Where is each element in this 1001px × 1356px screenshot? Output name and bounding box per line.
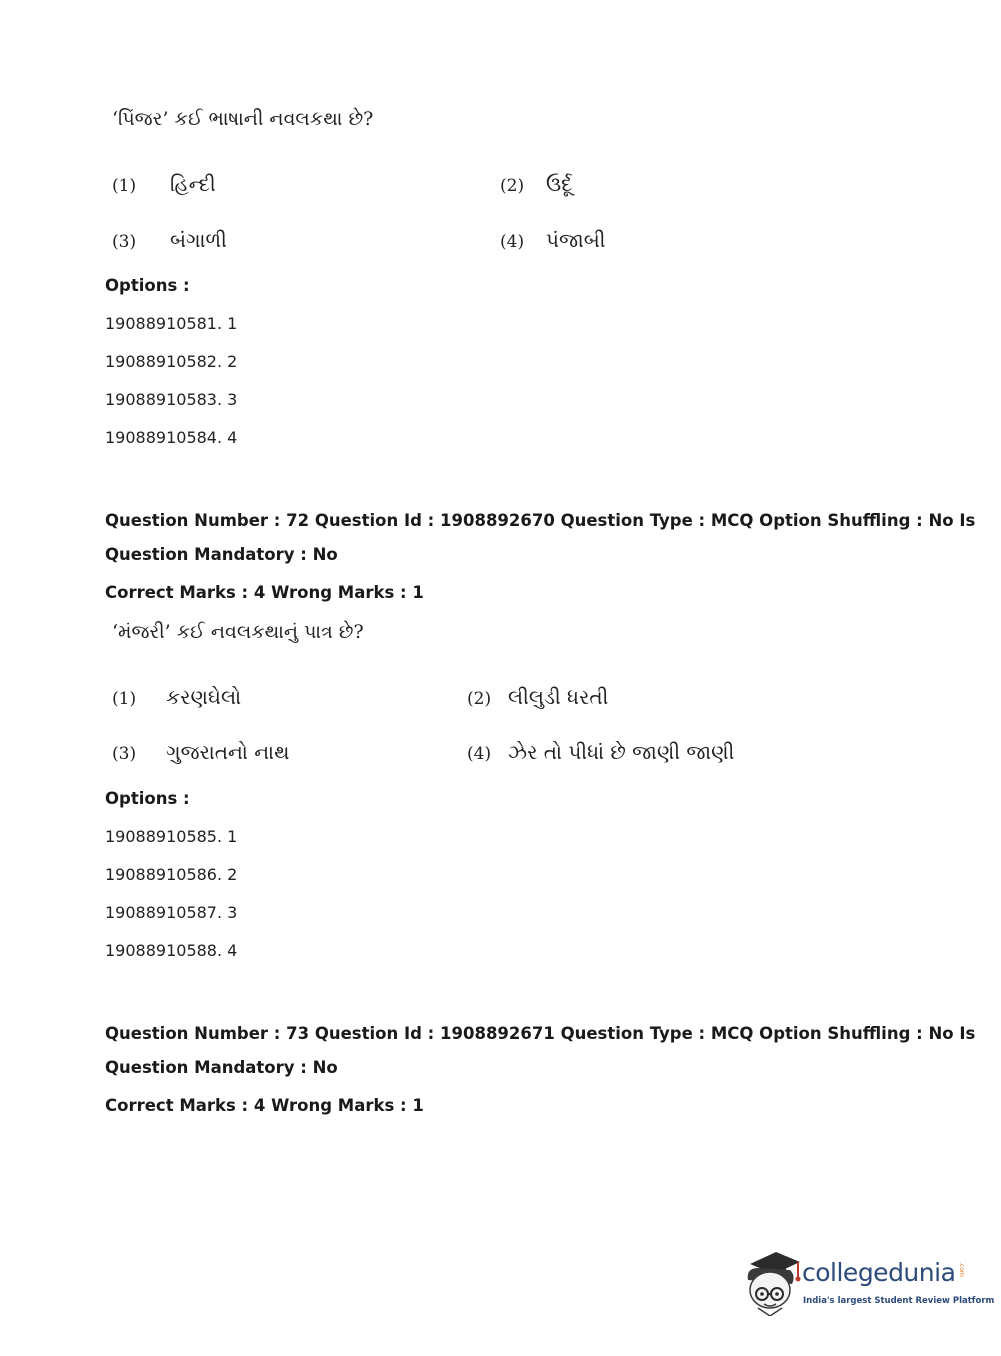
question-marks: Correct Marks : 4 Wrong Marks : 1 — [105, 583, 424, 602]
logo-domain: .com — [958, 1262, 965, 1277]
option-number: (2) — [500, 176, 525, 196]
option-text: ઉર્દૂ — [546, 172, 573, 196]
student-mascot-icon — [742, 1250, 802, 1316]
question-meta: Question Mandatory : No — [105, 545, 338, 564]
option-number: (4) — [467, 744, 492, 764]
option-number: (1) — [112, 176, 137, 196]
option-id: 19088910582. 2 — [105, 352, 238, 371]
option-text: ગુજરાતનો નાથ — [166, 740, 290, 764]
option-text: હિન્દી — [170, 172, 216, 196]
question-marks: Correct Marks : 4 Wrong Marks : 1 — [105, 1096, 424, 1115]
option-text: બંગાળી — [170, 228, 227, 252]
option-text: લીલુડી ધરતી — [508, 685, 609, 709]
option-number: (1) — [112, 689, 137, 709]
option-id: 19088910587. 3 — [105, 903, 238, 922]
collegedunia-logo — [742, 1250, 995, 1320]
option-text: પંજાબી — [546, 228, 606, 252]
option-text: કરણઘેલો — [166, 685, 242, 709]
options-label: Options : — [105, 276, 190, 295]
logo-tagline: India's largest Student Review Platform — [803, 1296, 995, 1306]
option-number: (3) — [112, 744, 137, 764]
question-meta: Question Mandatory : No — [105, 1058, 338, 1077]
option-id: 19088910585. 1 — [105, 827, 238, 846]
option-id: 19088910586. 2 — [105, 865, 238, 884]
question-text: ‘પિંજર’ કઈ ભાષાની નવલકથા છે? — [112, 108, 374, 130]
question-meta: Question Number : 72 Question Id : 1908892670 Question Type : MCQ Option Shuffling : No Is — [105, 511, 976, 530]
option-id: 19088910588. 4 — [105, 941, 238, 960]
options-label: Options : — [105, 789, 190, 808]
option-number: (4) — [500, 232, 525, 252]
option-id: 19088910581. 1 — [105, 314, 238, 333]
option-text: ઝેર તો પીધાં છે જાણી જાણી — [508, 740, 735, 764]
option-id: 19088910583. 3 — [105, 390, 238, 409]
option-number: (2) — [467, 689, 492, 709]
option-id: 19088910584. 4 — [105, 428, 238, 447]
question-meta: Question Number : 73 Question Id : 1908892671 Question Type : MCQ Option Shuffling : No Is — [105, 1024, 976, 1043]
question-text: ‘મંજરી’ કઈ નવલકથાનું પાત્ર છે? — [112, 621, 364, 643]
logo-wordmark: collegedunia — [802, 1258, 956, 1287]
option-number: (3) — [112, 232, 137, 252]
